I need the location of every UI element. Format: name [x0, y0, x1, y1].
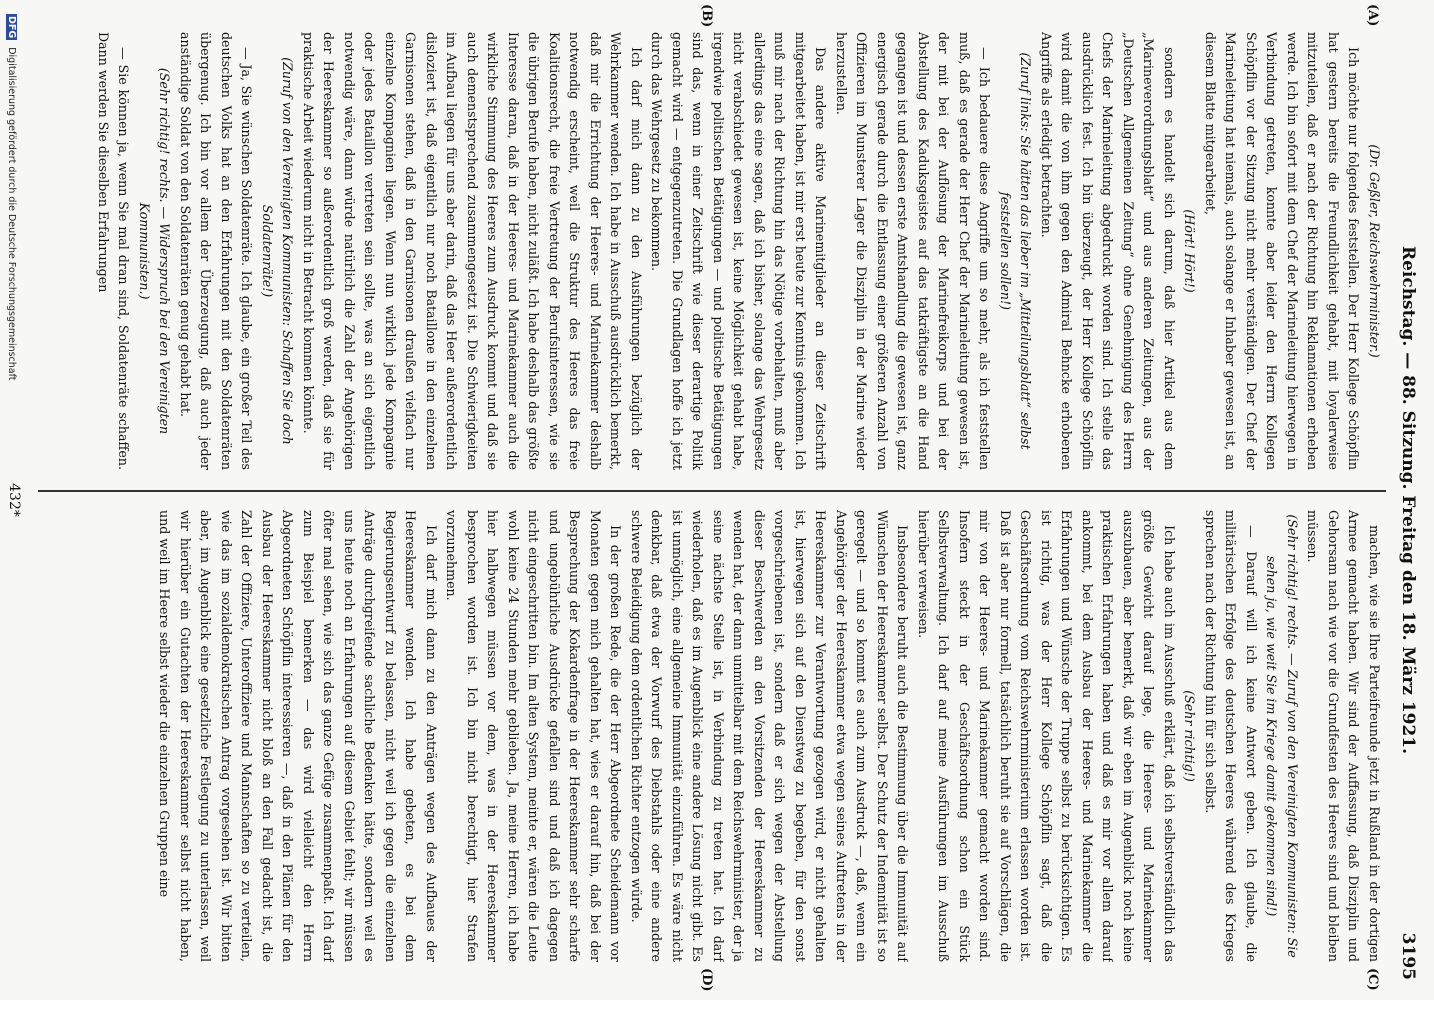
- paragraph: machen, wie sie Ihre Parteifreunde jetzt in Rußland in der dortigen Armee gemacht haben. Wir sind der Auffassung, daß Disziplin und Gehorsam nach wie vor die Grundfesten des Heeres sind und bleiben müssen.: [1305, 510, 1382, 962]
- speaker-note: (Dr. Geßler, Reichswehrminister.): [1367, 144, 1382, 358]
- paragraph: Das andere aktive Marinemitglieder an dieser Zeitschrift mitgearbeitet haben, ist mir erst heute zur Kenntnis gekommen. Ich muß mir nach der Richtung hin das Nötige vorbehalten, muß aber allerdings das eine sagen, daß ich bisher, solange das Wehrgesetz nicht verabschiedet gewesen ist, keine Möglichkeit gehabt habe, irgendwie politischen Betätigungen — und politische Betätigungen sind das, wenn in einer Zeitschrift wie dieser derartige Politik gemacht wird — entgegenzutreten. Die Grundlagen hoffe ich jetzt durch das Wehrgesetz zu bekommen.: [649, 32, 829, 470]
- paragraph: In der großen Rede, die der Herr Abgeordnete Scheidemann vor Monaten gegen mich gehalten hat, wies er darauf hin, daß bei der Besprechung der Kokardenfrage in der Heereskammer sehr scharfe und ungebührliche Ausdrücke gefallen sind und daß ich dagegen nicht eingeschritten bin. Im alten System, meinte er, wären die Leute wohl keine 24 Stunden mehr geblieben. Ja, meine Herren, ich habe hier halbwegen müssen vor dem, was in der Heereskammer besprochen worden ist. Ich bin nicht berechtigt, hier Strafen vorzunehmen.: [444, 510, 624, 962]
- page-footer-signature: 432*: [6, 483, 22, 517]
- running-title: Reichstag. — 88. Sitzung. Freitag den 18. März 1921.: [1398, 245, 1418, 755]
- paragraph: Ich habe auch im Ausschuß erklärt, daß ich selbstverständlich das größte Gewicht darauf lege, die Heeres- und Marinekammer auszubauen, aber bemerkt, daß wir eben im Augenblick noch keine praktischen Erfahrungen haben und daß es mir vor allem darauf ankommt, bei dem Ausbau der Heeres- und Marinekammer die Erfahrungen und Wünsche der Truppe selbst zu berücksichtigen. Es ist richtig, was der Herr Kollege Schöpflin sagt, daß die Geschäftsordnung vom Reichswehrministerium erlassen worden ist. Daß ist aber nur formell, tatsächlich beruht sie auf Vorschlägen, die mir von der Heeres- und Marinekammer gemacht worden sind. Insofern steckt in der Geschäftsordnung schon ein Stück Selbstverwaltung. Ich darf auf meine Ausführungen im Ausschuß hierüber verweisen.: [916, 510, 1177, 962]
- paragraph: Ich darf mich dann zu den Anträgen wegen des Aufbaues der Heereskammer wenden. Ich habe gebeten, es bei dem Regierungsentwurf zu belassen, nicht weil ich gegen die einzelnen Anträge durchgreifende sachliche Bedenken hätte, sondern weil es uns heute noch an Erfahrungen auf diesem Gebiet fehlt; wir müssen öfter mal sehen, wie sich das ganze Gefüge zusammenpaßt. Ich darf zum Beispiel bemerken — das wird vielleicht den Herrn Abgeordneten Schöpflin interessieren —, daß in den Plänen für den Ausbau der Heereskammer nicht bloß an den Fall gedacht ist, die Zahl der Offiziere, Unteroffiziere und Mannschaften so zu verteilen, wie das im sozialdemokratischen Antrag vorgesehen ist. Wir bitten aber, im Augenblick eine gesetzliche Festlegung zu unterlassen, weil wir hierüber ein Gutachten der Heereskammer selbst nicht haben, und weil im Heere selbst wieder die einzelnen Gruppen eine: [157, 510, 439, 962]
- paragraph: sondern es handelt sich darum, daß hier Artikel aus dem „Marineverordnungsblatt“ und aus anderen Zeitungen, aus der „Deutschen Allgemeinen Zeitung“ ohne Genehmigung des Herrn Chefs der Marineleitung abgedruckt worden sind. Ich stelle das ausdrücklich fest. Ich bin überzeugt, der Herr Kollege Schöpflin wird damit die von ihm gegen den Admiral Behncke erhobenen Angriffe als erledigt betrachten.: [1039, 32, 1177, 470]
- digitization-note: [6, 0, 17, 1014]
- margin-mark-b: (B): [699, 4, 714, 28]
- paragraph: Ich darf mich dann zu den Ausführungen bezüglich der Wehrkammer wenden. Ich habe in Ausschuß ausdrücklich bemerkt, daß mir die Errichtung der Heeres- und Marinekammer deshalb notwendig erscheint, weil die Struktur des Heeres das freie Koalitionsrecht, die freie Vertretung der Berufsinteressen, wie sie die übrigen Berufe haben, nicht zuläßt. Ich habe deshalb das größte Interesse daran, daß in der Heeres- und Marinekammer auch die wirkliche Stimmung des Heeres zum Ausdruck kommt und daß sie auch demenstsprechend zusammengesetzt ist. Die Schwierigkeiten im Aufbau liegen für uns aber darin, daß das Heer außerordentlich disloziert ist, daß eigentlich nur noch Bataillone in den einzelnen Garnisonen stehen, daß in den Garnisonen draußen vielfach nur einzelne Kompagnien liegen. Wenn nun wirklich jede Kompagnie oder jedes Bataillon vertreten sein sollte, was an sich eigentlich notwendig wäre, dann würde natürlich die Zahl der Angehörigen der Heereskammer so außerordentlich groß werden, daß sie für praktische Arbeit wiederum nicht in Betracht kommen könnte.: [301, 32, 644, 470]
- margin-mark-c: (C): [1365, 968, 1380, 991]
- interjection: (Zuruf links: Sie hätten das lieber im „Mitteilungsblatt“ selbst feststellen sollen!): [998, 52, 1034, 450]
- paragraph: Insbesondere beruht auch die Bestimmung über die Immunität auf Wünschen der Heereskammer selbst. Der Schutz der Indemnität ist so geregelt — und so kommt es auch zum Ausdruck —, daß, wenn ein Angehöriger der Heereskammer etwa wegen seines Auftretens in der Heereskammer zur Verantwortung gezogen wird, er nicht gehalten ist, hierwegen sich auf den Dienstweg zu begeben, für den sonst vorgeschriebenen ist, sondern daß er sich wegen der Abstellung dieser Beschwerden an den Vorsitzenden der Heereskammer zu wenden hat, der dann unmittelbar mit dem Reichswehrminister, der ja seine nächste Stelle ist, in Verbindung zu treten hat. Ich darf wiederholen, daß es im Augenblick eine andere Lösung nicht gibt. Es ist unmöglich, eine allgemeine Immunität einzuführen. Es wäre nicht denkbar, daß etwa der Vorwurf des Diebstahls oder eine andere schwere Beleidigung dem ordentlichen Richter entzogen würde.: [629, 510, 911, 962]
- dfg-logo: DFG: [6, 16, 17, 39]
- digitization-text: Digitalisierung gefördert durch die Deutsche Forschungsgemeinschaft: [6, 47, 17, 381]
- paragraph: Ich möchte nur folgendes feststellen. Der Herr Kollege Schöpflin hat gestern bereits die Freundlichkeit gehabt, mit loyalerweise mitzuteilen, daß er nach der Richtung hin Reklamationen erheben werde. Ich bin sofort mit dem Chef der Marineleitung hierwegen in Verbindung getreten, konnte aber leider den Herrn Kollegen Schöpflin vor der Sitzung nicht mehr verständigen. Der Chef der Marineleitung hat niemals, auch solange er Inhaber gewesen ist, an diesem Blatte mitgearbeitet,: [1203, 32, 1362, 470]
- left-column: [38, 32, 1384, 470]
- page-header: [1390, 20, 1426, 980]
- interjection: (Hört! Hört!): [1182, 209, 1198, 293]
- paragraph: — Darauf will ich keine Antwort geben. Ich glaube, die militärischen Erfolge des deutschen Heeres während des Krieges sprechen nach der Richtung hin für sich selbst.: [1203, 510, 1259, 962]
- margin-mark-a: (A): [1365, 4, 1380, 27]
- interjection: (Sehr richtig!): [1182, 690, 1198, 782]
- interjection: (Sehr richtig! rechts. — Widerspruch bei den Vereinigten Kommunisten.): [137, 67, 173, 435]
- paragraph: — Ja, Sie wünschen Soldatenräte. Ich glaube, ein großer Teil des deutschen Volks hat an den Erfahrungen mit den Soldatenräten übergenug. Ich bin vor allem der Überzeugung, daß auch jeder anständige Soldat von den Soldatenräten genug gehabt hat.: [178, 32, 255, 470]
- interjection: (Zuruf von den Vereinigten Kommunisten: Schaffen Sie doch Soldatenräte!): [260, 57, 296, 445]
- column-divider: [38, 490, 1386, 492]
- interjection: (Sehr richtig! rechts. — Zuruf von den Vereinigten Kommunisten: Sie sehen ja, wie weit Sie im Kriege damit gekommen sind!): [1264, 514, 1300, 958]
- paragraph: — Sie können ja, wenn Sie mal dran sind, Soldatenräte schaffen. Dann werden Sie dieselben Erfahrungen: [96, 32, 132, 470]
- page-number: 3195: [1398, 932, 1418, 980]
- margin-mark-d: (D): [699, 968, 714, 992]
- right-column: [38, 510, 1384, 962]
- paragraph: — Ich bedauere diese Angriffe um so mehr, als ich feststellen muß, daß es gerade der Herr Chef der Marineleitung gewesen ist, der mit bei der Auflösung der Marinefreikorps und bei der Abstellung des Kaduksgeistes auf das tatkräftigste an die Hand gegangen ist und dessen erste Amtshandlung die gewesen ist, ganz energisch gerade durch die Entlassung einer größeren Anzahl von Offizieren im Munsterer Lager die Disziplin in der Marine wieder herzustellen.: [834, 32, 993, 470]
